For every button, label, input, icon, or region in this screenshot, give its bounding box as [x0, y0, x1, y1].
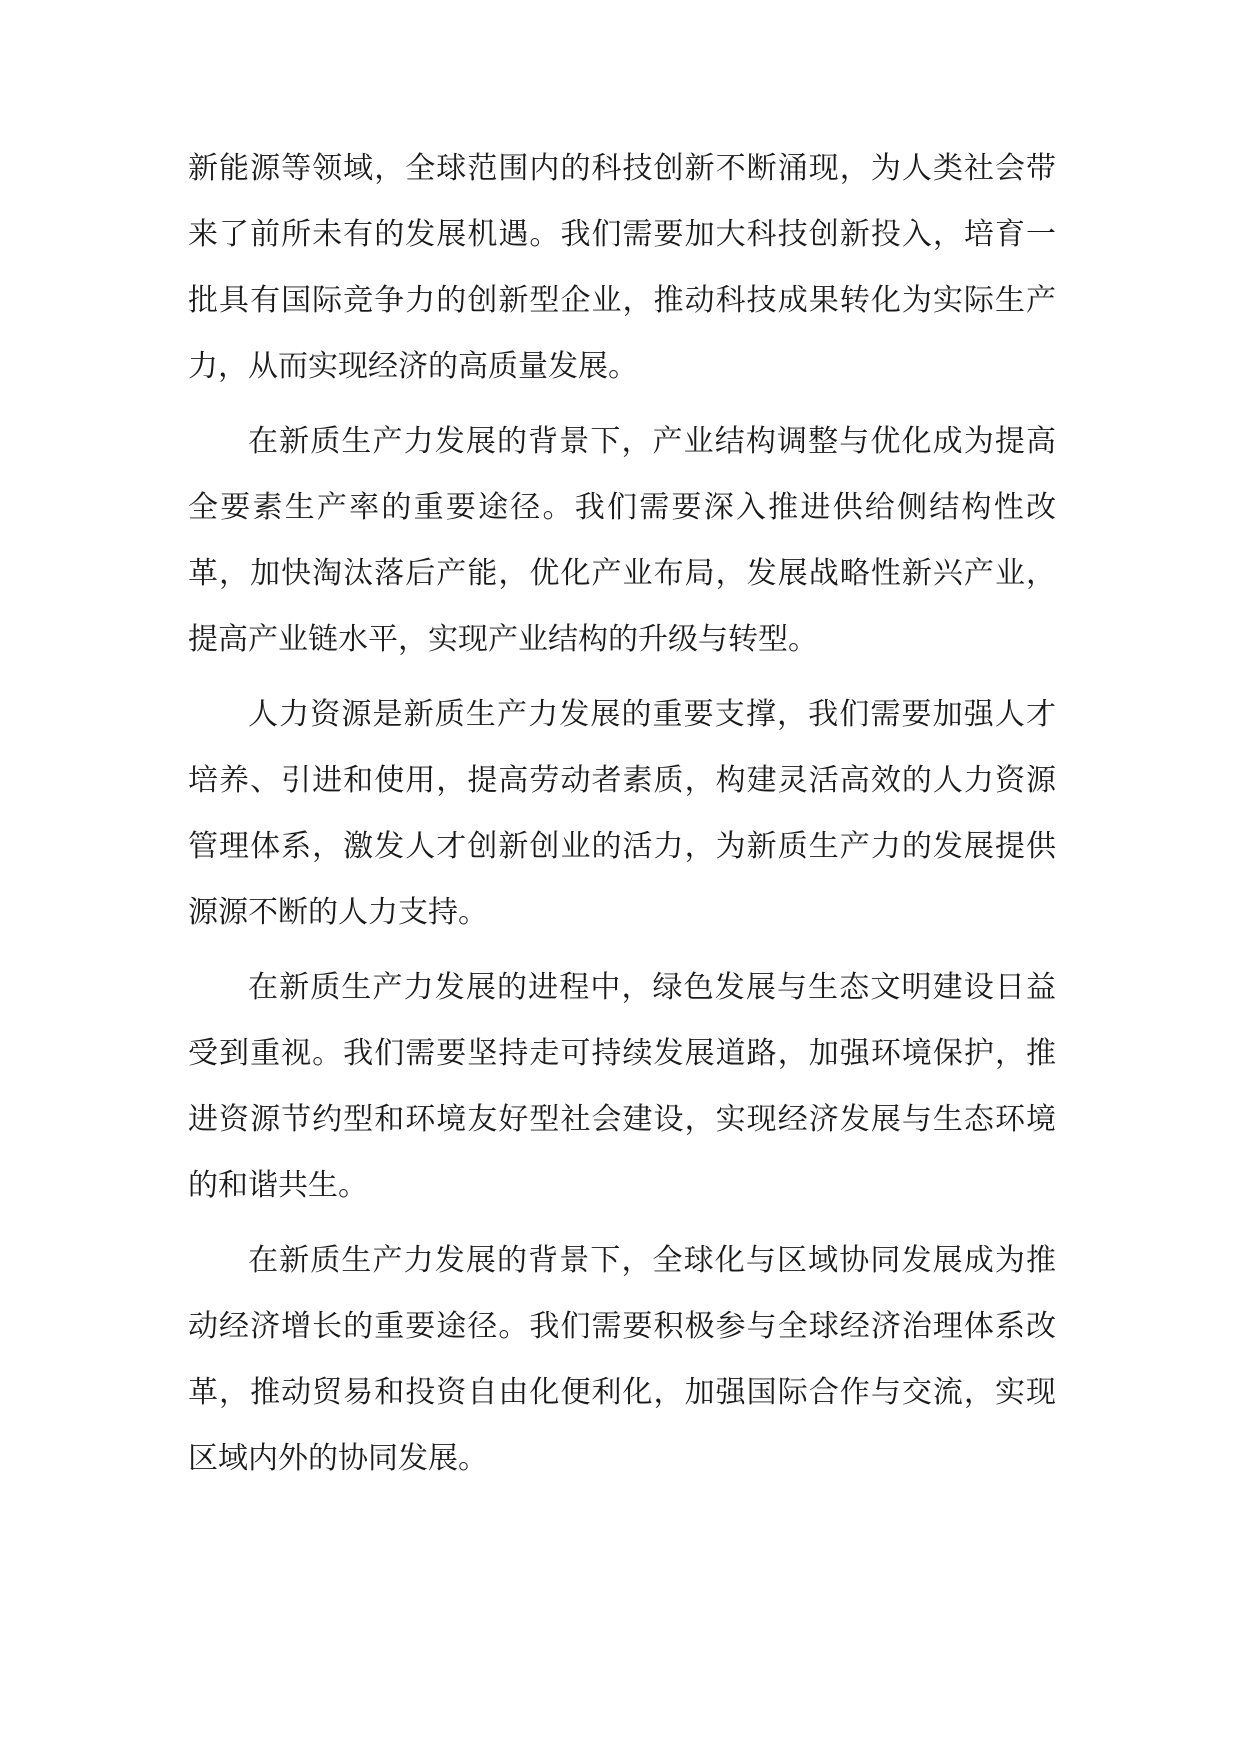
paragraph-green-development: 在新质生产力发展的进程中，绿色发展与生态文明建设日益受到重视。我们需要坚持走可持续发展道路，加强环境保护，推进资源节约型和环境友好型社会建设，实现经济发展与生态环境的和谐共生。	[188, 970, 1056, 1203]
paragraph-human-resources: 人力资源是新质生产力发展的重要支撑，我们需要加强人才培养、引进和使用，提高劳动者素质，构建灵活高效的人力资源管理体系，激发人才创新创业的活力，为新质生产力的发展提供源源不断的人力支持。	[188, 697, 1056, 930]
body-text	[188, 136, 1056, 1501]
paragraph-continued: 新能源等领域，全球范围内的科技创新不断涌现，为人类社会带来了前所未有的发展机遇。我们需要加大科技创新投入，培育一批具有国际竞争力的创新型企业，推动科技成果转化为实际生产力，从而实现经济的高质量发展。	[188, 151, 1056, 384]
paragraph-globalization: 在新质生产力发展的背景下，全球化与区域协同发展成为推动经济增长的重要途径。我们需要积极参与全球经济治理体系改革，推动贸易和投资自由化便利化，加强国际合作与交流，实现区域内外的协同发展。	[188, 1243, 1056, 1476]
paragraph-industrial-structure: 在新质生产力发展的背景下，产业结构调整与优化成为提高全要素生产率的重要途径。我们需要深入推进供给侧结构性改革，加快淘汰落后产能，优化产业布局，发展战略性新兴产业，提高产业链水平，实现产业结构的升级与转型。	[188, 424, 1056, 657]
